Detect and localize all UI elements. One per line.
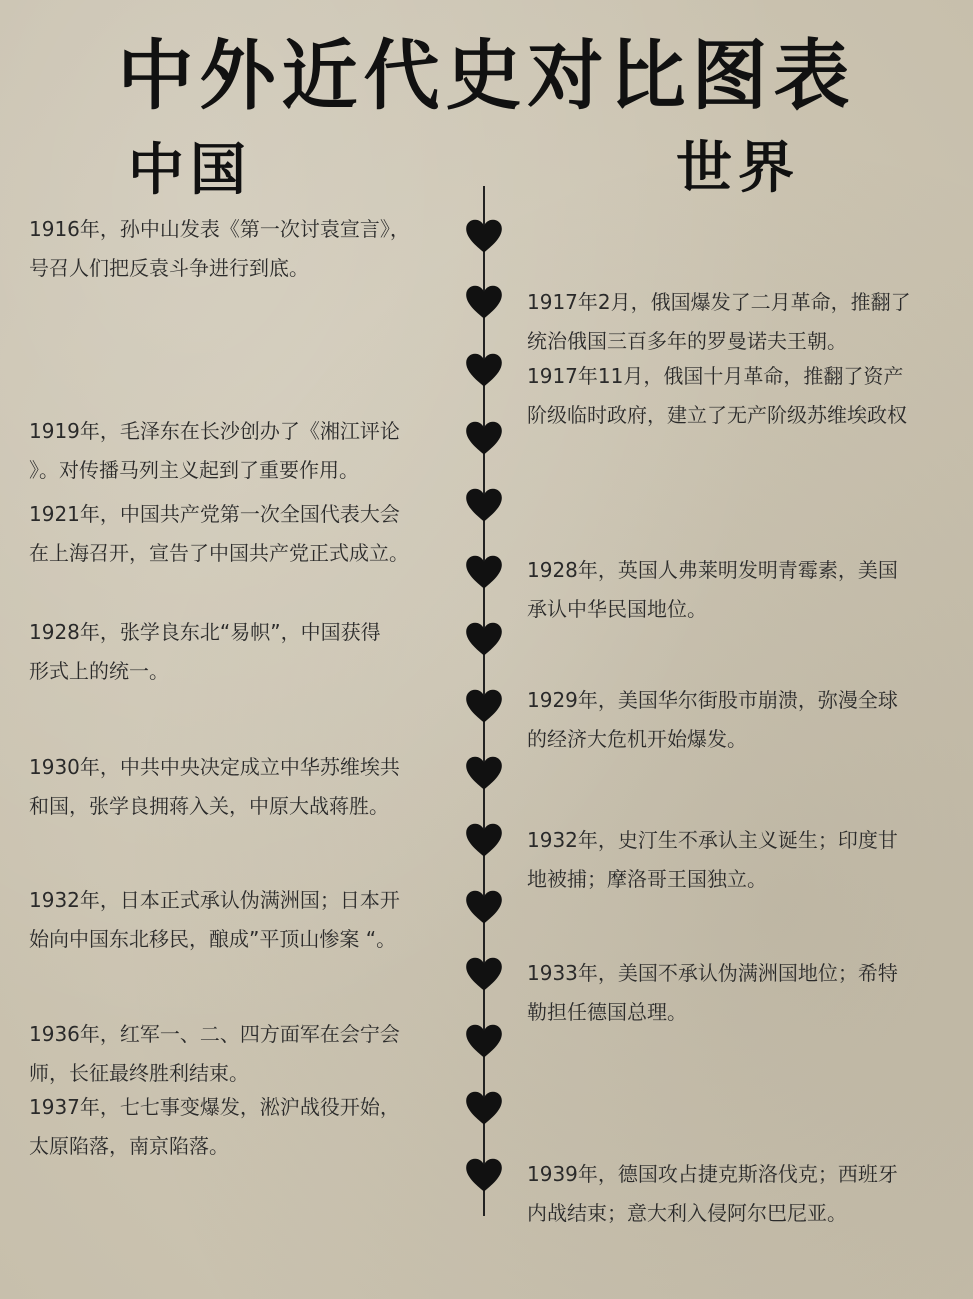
event-line: 师，长征最终胜利结束。 bbox=[29, 1061, 249, 1085]
world-event-1928 bbox=[527, 551, 898, 629]
event-line: 1921年，中国共产党第一次全国代表大会 bbox=[29, 502, 400, 526]
heart-icon bbox=[465, 554, 503, 592]
event-line: 1932年，史汀生不承认主义诞生；印度甘 bbox=[527, 828, 898, 852]
china-event-1937 bbox=[29, 1088, 400, 1166]
event-line: 1933年，美国不承认伪满洲国地位；希特 bbox=[527, 961, 898, 985]
china-event-1919 bbox=[29, 412, 400, 490]
world-event-1917-feb bbox=[527, 283, 911, 361]
heart-icon bbox=[465, 1090, 503, 1128]
event-line: 太原陷落，南京陷落。 bbox=[29, 1134, 229, 1158]
event-line: 1919年，毛泽东在长沙创办了《湘江评论 bbox=[29, 419, 400, 443]
event-line: 1929年，美国华尔街股市崩溃，弥漫全球 bbox=[527, 688, 898, 712]
heart-icon bbox=[465, 822, 503, 860]
china-event-1916 bbox=[29, 210, 410, 288]
heart-icon bbox=[465, 420, 503, 458]
event-line: 号召人们把反袁斗争进行到底。 bbox=[29, 256, 309, 280]
event-line: 始向中国东北移民，酿成”平顶山惨案 “。 bbox=[29, 927, 397, 951]
event-line: 勒担任德国总理。 bbox=[527, 1000, 687, 1024]
event-line: 在上海召开，宣告了中国共产党正式成立。 bbox=[29, 541, 409, 565]
heart-icon bbox=[465, 688, 503, 726]
event-line: 1932年，日本正式承认伪满洲国；日本开 bbox=[29, 888, 400, 912]
china-event-1928 bbox=[29, 613, 381, 691]
event-line: 统治俄国三百多年的罗曼诺夫王朝。 bbox=[527, 329, 847, 353]
event-line: 承认中华民国地位。 bbox=[527, 597, 707, 621]
world-event-1932 bbox=[527, 821, 898, 899]
event-line: 1937年，七七事变爆发，淞沪战役开始， bbox=[29, 1095, 400, 1119]
world-event-1929 bbox=[527, 681, 898, 759]
world-event-1917-nov bbox=[527, 357, 907, 435]
event-line: 阶级临时政府，建立了无产阶级苏维埃政权 bbox=[527, 403, 907, 427]
heart-icon bbox=[465, 487, 503, 525]
world-column-heading: 世界 bbox=[676, 135, 800, 201]
heart-icon bbox=[465, 1157, 503, 1195]
event-line: 1928年，张学良东北“易帜”，中国获得 bbox=[29, 620, 381, 644]
china-column-heading: 中国 bbox=[128, 137, 252, 203]
event-line: 内战结束；意大利入侵阿尔巴尼亚。 bbox=[527, 1201, 847, 1225]
page-title: 中外近代史对比图表 bbox=[117, 31, 856, 120]
event-line: 1930年，中共中央决定成立中华苏维埃共 bbox=[29, 755, 400, 779]
heart-icon bbox=[465, 621, 503, 659]
heart-icon bbox=[465, 755, 503, 793]
event-line: 1916年，孙中山发表《第一次讨袁宣言》， bbox=[29, 217, 410, 241]
event-line: 形式上的统一。 bbox=[29, 659, 169, 683]
event-line: 1928年，英国人弗莱明发明青霉素，美国 bbox=[527, 558, 898, 582]
event-line: 的经济大危机开始爆发。 bbox=[527, 727, 747, 751]
china-event-1936 bbox=[29, 1015, 400, 1093]
event-line: 》。对传播马列主义起到了重要作用。 bbox=[29, 458, 359, 482]
event-line: 和国，张学良拥蒋入关，中原大战蒋胜。 bbox=[29, 794, 389, 818]
china-event-1921 bbox=[29, 495, 409, 573]
china-event-1930 bbox=[29, 748, 400, 826]
world-event-1933 bbox=[527, 954, 898, 1032]
china-event-1932 bbox=[29, 881, 400, 959]
event-line: 地被捕；摩洛哥王国独立。 bbox=[527, 867, 767, 891]
event-line: 1917年11月，俄国十月革命，推翻了资产 bbox=[527, 364, 904, 388]
heart-icon bbox=[465, 352, 503, 390]
event-line: 1917年2月，俄国爆发了二月革命，推翻了 bbox=[527, 290, 911, 314]
heart-icon bbox=[465, 218, 503, 256]
event-line: 1936年，红军一、二、四方面军在会宁会 bbox=[29, 1022, 400, 1046]
world-event-1939 bbox=[527, 1155, 898, 1233]
event-line: 1939年，德国攻占捷克斯洛伐克；西班牙 bbox=[527, 1162, 898, 1186]
heart-icon bbox=[465, 956, 503, 994]
heart-icon bbox=[465, 284, 503, 322]
heart-icon bbox=[465, 1023, 503, 1061]
heart-icon bbox=[465, 889, 503, 927]
